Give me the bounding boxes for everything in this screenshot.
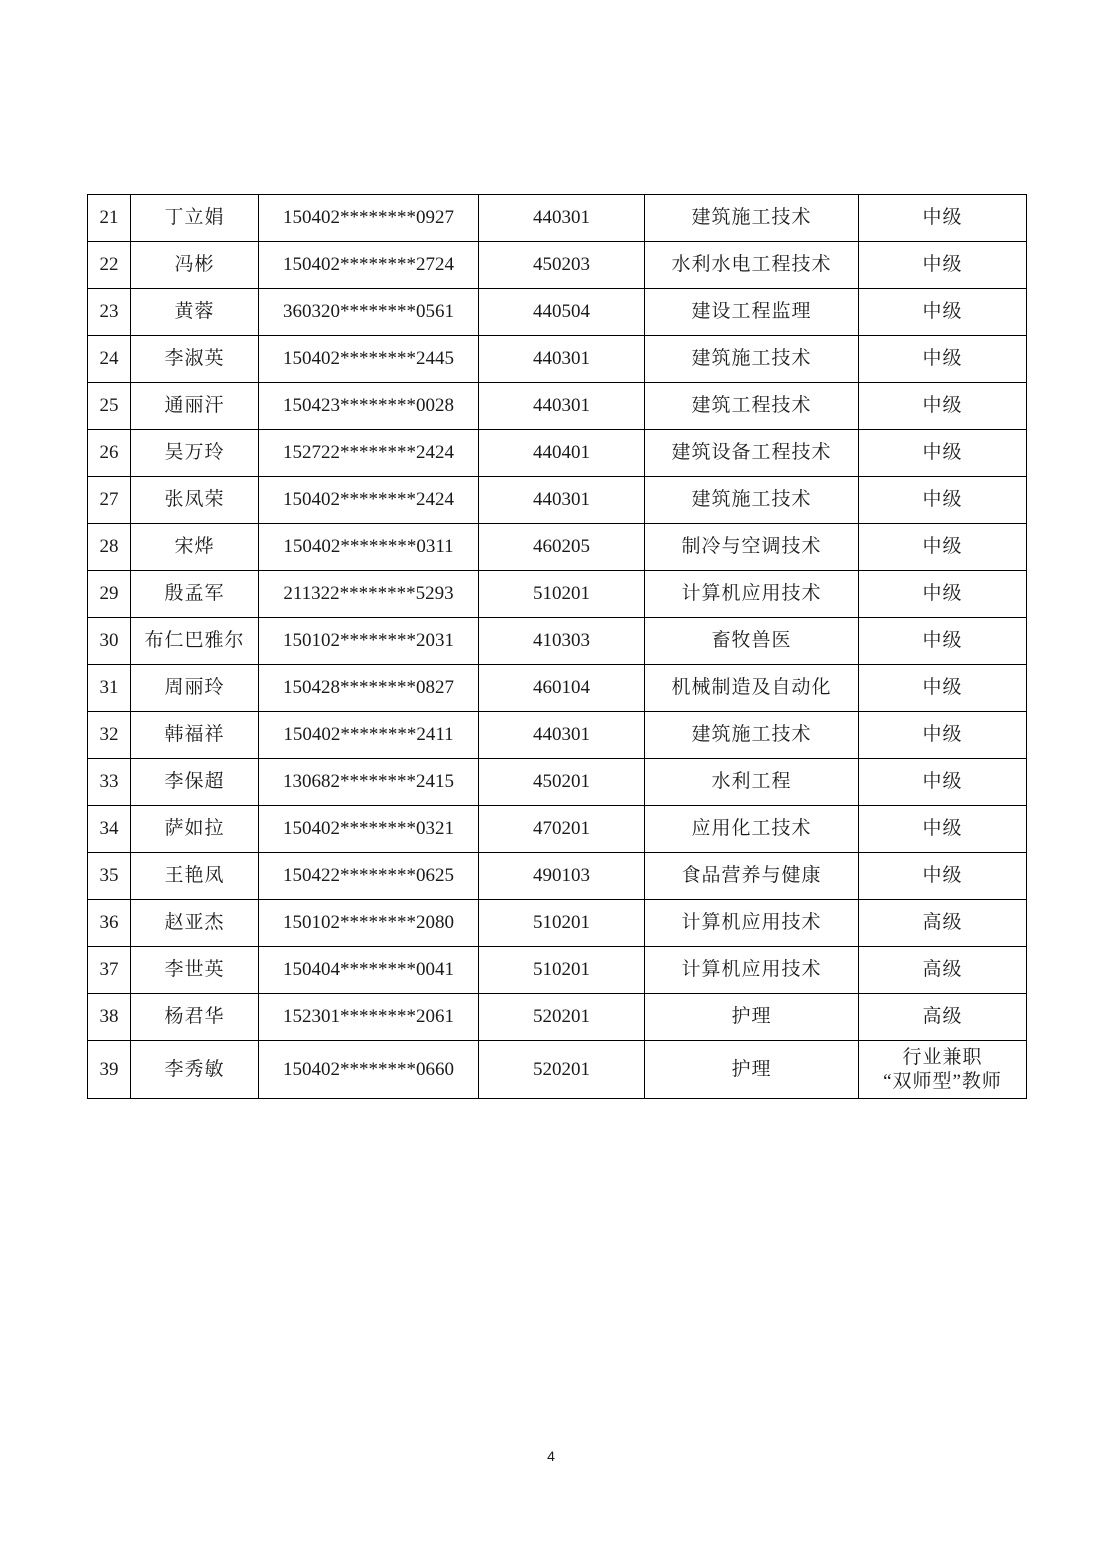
major-name-cell: 制冷与空调技术 xyxy=(645,524,859,571)
major-name-cell: 水利工程 xyxy=(645,759,859,806)
major-code-cell: 450201 xyxy=(479,759,645,806)
id-number-cell: 150402********2724 xyxy=(259,242,479,289)
row-number-cell: 36 xyxy=(88,900,131,947)
table-row xyxy=(88,195,1027,242)
name-cell: 宋烨 xyxy=(131,524,259,571)
row-number-cell: 31 xyxy=(88,665,131,712)
table-row xyxy=(88,947,1027,994)
major-code-cell: 410303 xyxy=(479,618,645,665)
id-number-cell: 150428********0827 xyxy=(259,665,479,712)
name-cell: 丁立娟 xyxy=(131,195,259,242)
id-number-cell: 152722********2424 xyxy=(259,430,479,477)
name-cell: 李保超 xyxy=(131,759,259,806)
teacher-roster-table xyxy=(87,194,1027,1099)
id-number-cell: 152301********2061 xyxy=(259,994,479,1041)
level-cell: 中级 xyxy=(859,759,1027,806)
major-code-cell: 440301 xyxy=(479,712,645,759)
name-cell: 韩福祥 xyxy=(131,712,259,759)
major-name-cell: 计算机应用技术 xyxy=(645,947,859,994)
table-row xyxy=(88,289,1027,336)
major-code-cell: 440301 xyxy=(479,336,645,383)
table-row xyxy=(88,242,1027,289)
table-row xyxy=(88,1041,1027,1099)
row-number-cell: 34 xyxy=(88,806,131,853)
major-name-cell: 计算机应用技术 xyxy=(645,900,859,947)
name-cell: 吴万玲 xyxy=(131,430,259,477)
table-row xyxy=(88,712,1027,759)
major-name-cell: 建筑施工技术 xyxy=(645,336,859,383)
name-cell: 周丽玲 xyxy=(131,665,259,712)
major-code-cell: 520201 xyxy=(479,1041,645,1099)
id-number-cell: 150402********2445 xyxy=(259,336,479,383)
name-cell: 李秀敏 xyxy=(131,1041,259,1099)
row-number-cell: 28 xyxy=(88,524,131,571)
major-name-cell: 建设工程监理 xyxy=(645,289,859,336)
level-line-1: 行业兼职 xyxy=(902,1046,983,1068)
id-number-cell: 150402********0321 xyxy=(259,806,479,853)
major-code-cell: 510201 xyxy=(479,947,645,994)
name-cell: 通丽汗 xyxy=(131,383,259,430)
name-cell: 殷孟军 xyxy=(131,571,259,618)
row-number-cell: 32 xyxy=(88,712,131,759)
id-number-cell: 150402********0311 xyxy=(259,524,479,571)
major-code-cell: 460104 xyxy=(479,665,645,712)
id-number-cell: 211322********5293 xyxy=(259,571,479,618)
page-number: 4 xyxy=(547,1448,555,1464)
name-cell: 冯彬 xyxy=(131,242,259,289)
level-cell: 高级 xyxy=(859,994,1027,1041)
level-cell: 中级 xyxy=(859,712,1027,759)
name-cell: 张凤荣 xyxy=(131,477,259,524)
major-code-cell: 520201 xyxy=(479,994,645,1041)
id-number-cell: 360320********0561 xyxy=(259,289,479,336)
major-name-cell: 建筑施工技术 xyxy=(645,477,859,524)
major-name-cell: 建筑施工技术 xyxy=(645,712,859,759)
row-number-cell: 25 xyxy=(88,383,131,430)
name-cell: 李世英 xyxy=(131,947,259,994)
table-row xyxy=(88,336,1027,383)
row-number-cell: 27 xyxy=(88,477,131,524)
roster-body xyxy=(88,195,1027,1099)
id-number-cell: 150102********2031 xyxy=(259,618,479,665)
major-code-cell: 440401 xyxy=(479,430,645,477)
major-code-cell: 510201 xyxy=(479,900,645,947)
major-name-cell: 护理 xyxy=(645,1041,859,1099)
name-cell: 王艳凤 xyxy=(131,853,259,900)
row-number-cell: 23 xyxy=(88,289,131,336)
level-cell: 中级 xyxy=(859,242,1027,289)
major-name-cell: 机械制造及自动化 xyxy=(645,665,859,712)
table-row xyxy=(88,853,1027,900)
major-name-cell: 应用化工技术 xyxy=(645,806,859,853)
row-number-cell: 30 xyxy=(88,618,131,665)
major-code-cell: 450203 xyxy=(479,242,645,289)
level-cell: 中级 xyxy=(859,571,1027,618)
major-code-cell: 490103 xyxy=(479,853,645,900)
level-cell: 中级 xyxy=(859,430,1027,477)
major-name-cell: 建筑工程技术 xyxy=(645,383,859,430)
row-number-cell: 33 xyxy=(88,759,131,806)
level-cell: 中级 xyxy=(859,806,1027,853)
name-cell: 赵亚杰 xyxy=(131,900,259,947)
level-cell: 中级 xyxy=(859,524,1027,571)
id-number-cell: 130682********2415 xyxy=(259,759,479,806)
level-cell: 中级 xyxy=(859,383,1027,430)
name-cell: 萨如拉 xyxy=(131,806,259,853)
level-cell: 中级 xyxy=(859,195,1027,242)
major-code-cell: 440301 xyxy=(479,477,645,524)
name-cell: 布仁巴雅尔 xyxy=(131,618,259,665)
level-cell: 中级 xyxy=(859,289,1027,336)
table-row xyxy=(88,806,1027,853)
major-name-cell: 建筑施工技术 xyxy=(645,195,859,242)
row-number-cell: 22 xyxy=(88,242,131,289)
major-name-cell: 建筑设备工程技术 xyxy=(645,430,859,477)
level-line-2: “双师型”教师 xyxy=(883,1070,1002,1092)
table-row xyxy=(88,900,1027,947)
row-number-cell: 29 xyxy=(88,571,131,618)
row-number-cell: 39 xyxy=(88,1041,131,1099)
level-cell: 中级 xyxy=(859,477,1027,524)
id-number-cell: 150402********0927 xyxy=(259,195,479,242)
major-name-cell: 畜牧兽医 xyxy=(645,618,859,665)
major-name-cell: 护理 xyxy=(645,994,859,1041)
table-row xyxy=(88,383,1027,430)
name-cell: 杨君华 xyxy=(131,994,259,1041)
level-cell: 中级 xyxy=(859,665,1027,712)
level-cell: 高级 xyxy=(859,947,1027,994)
row-number-cell: 37 xyxy=(88,947,131,994)
row-number-cell: 24 xyxy=(88,336,131,383)
id-number-cell: 150402********2411 xyxy=(259,712,479,759)
row-number-cell: 35 xyxy=(88,853,131,900)
table-row xyxy=(88,430,1027,477)
major-code-cell: 510201 xyxy=(479,571,645,618)
id-number-cell: 150423********0028 xyxy=(259,383,479,430)
level-cell: 中级 xyxy=(859,618,1027,665)
level-cell: 高级 xyxy=(859,900,1027,947)
id-number-cell: 150422********0625 xyxy=(259,853,479,900)
name-cell: 黄蓉 xyxy=(131,289,259,336)
major-name-cell: 食品营养与健康 xyxy=(645,853,859,900)
row-number-cell: 21 xyxy=(88,195,131,242)
id-number-cell: 150402********0660 xyxy=(259,1041,479,1099)
table-row xyxy=(88,524,1027,571)
major-code-cell: 440301 xyxy=(479,195,645,242)
major-name-cell: 水利水电工程技术 xyxy=(645,242,859,289)
row-number-cell: 38 xyxy=(88,994,131,1041)
level-cell: 中级 xyxy=(859,336,1027,383)
table-row xyxy=(88,477,1027,524)
major-code-cell: 470201 xyxy=(479,806,645,853)
table-row xyxy=(88,618,1027,665)
id-number-cell: 150404********0041 xyxy=(259,947,479,994)
id-number-cell: 150402********2424 xyxy=(259,477,479,524)
row-number-cell: 26 xyxy=(88,430,131,477)
major-code-cell: 440504 xyxy=(479,289,645,336)
name-cell: 李淑英 xyxy=(131,336,259,383)
major-code-cell: 460205 xyxy=(479,524,645,571)
id-number-cell: 150102********2080 xyxy=(259,900,479,947)
table-row xyxy=(88,759,1027,806)
table-row xyxy=(88,571,1027,618)
major-code-cell: 440301 xyxy=(479,383,645,430)
table-row xyxy=(88,994,1027,1041)
level-cell: 中级 xyxy=(859,853,1027,900)
level-cell xyxy=(859,1041,1027,1099)
major-name-cell: 计算机应用技术 xyxy=(645,571,859,618)
table-row xyxy=(88,665,1027,712)
